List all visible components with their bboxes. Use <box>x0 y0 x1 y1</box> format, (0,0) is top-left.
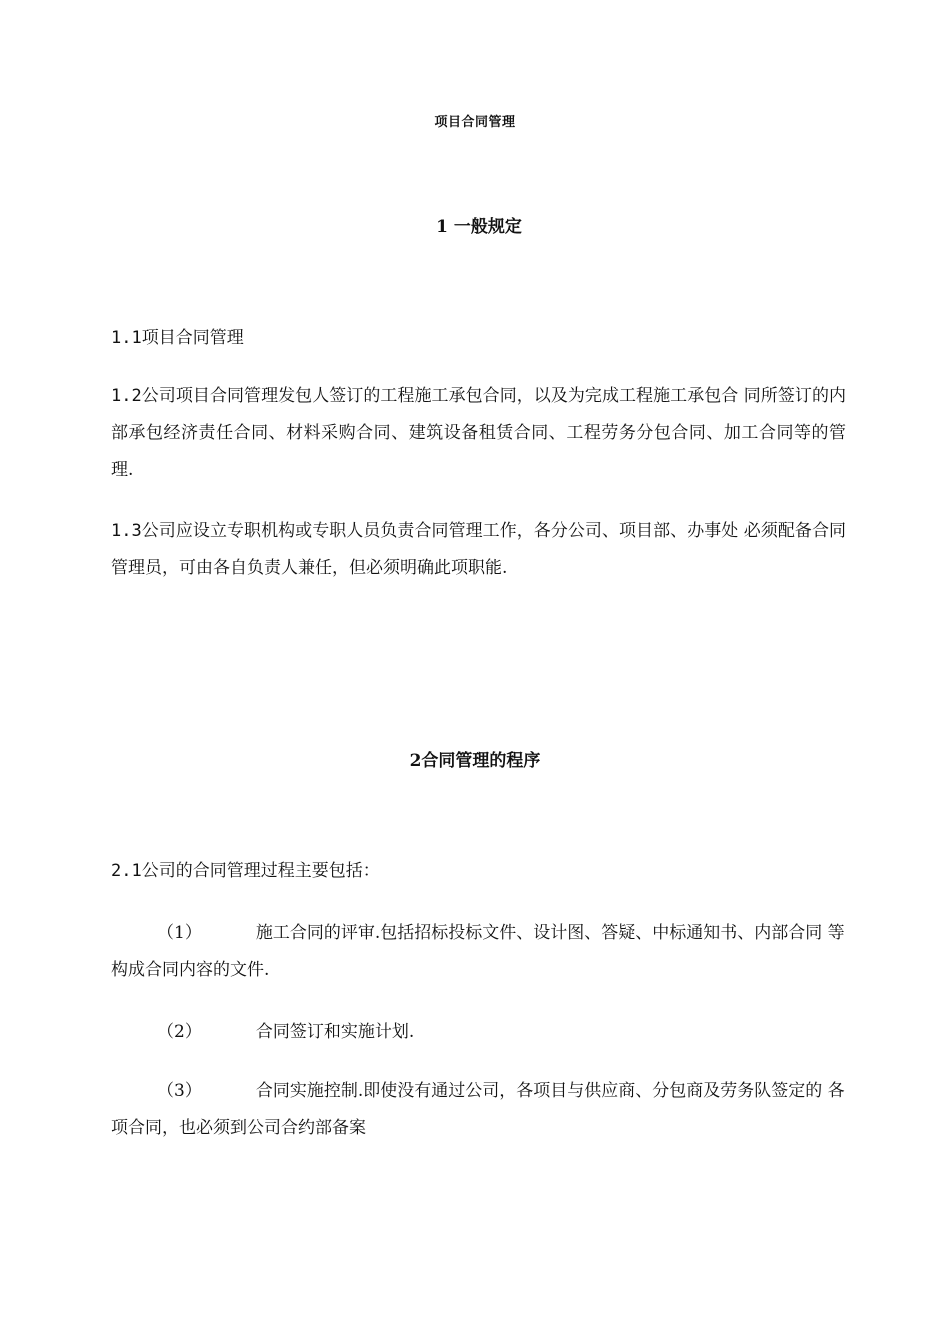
paragraph-1-3 <box>111 513 846 587</box>
list-item-text: 合同签订和实施计划. <box>255 1022 415 1042</box>
paragraph-2-1-number: 2.1 <box>111 861 142 881</box>
paragraph-1-3-number: 1.3 <box>111 521 142 541</box>
document-title: 项目合同管理 <box>434 115 516 130</box>
list-item-text: 施工合同的评审.包括招标投标文件、设计图、答疑、中标通知书、内部合同 等构成合同内容的文件. <box>111 923 845 980</box>
paragraph-2-1 <box>111 853 846 890</box>
paragraph-1-2 <box>111 378 846 489</box>
paragraph-1-2-text: 公司项目合同管理发包人签订的工程施工承包合同，以及为完成工程施工承包合 同所签订的内部承包经济责任合同、材料采购合同、建筑设备租赁合同、工程劳务分包合同、加工合同等的管理. <box>111 386 846 480</box>
list-item <box>111 1014 846 1051</box>
list-item-marker: （3） <box>157 1081 202 1101</box>
paragraph-1-1-text: 项目合同管理 <box>141 328 244 348</box>
list-item-marker: （1） <box>157 923 202 943</box>
paragraph-1-3-text: 公司应设立专职机构或专职人员负责合同管理工作，各分公司、项目部、办事处 必须配备合同管理员，可由各自负责人兼任，但必须明确此项职能. <box>111 521 846 578</box>
paragraph-2-1-text: 公司的合同管理过程主要包括： <box>141 861 380 881</box>
paragraph-1-2-number: 1.2 <box>111 386 142 406</box>
list-item-text: 合同实施控制.即使没有通过公司，各项目与供应商、分包商及劳务队签定的 各项合同，也必须到公司合约部备案 <box>111 1081 845 1138</box>
list-item <box>111 915 846 989</box>
list-item <box>111 1073 846 1147</box>
section-2-heading: 2合同管理的程序 <box>409 751 541 771</box>
list-item-marker: （2） <box>157 1022 202 1042</box>
paragraph-1-1-number: 1.1 <box>111 328 142 348</box>
section-1-heading: 1 一般规定 <box>436 217 522 237</box>
paragraph-1-1 <box>111 320 846 357</box>
